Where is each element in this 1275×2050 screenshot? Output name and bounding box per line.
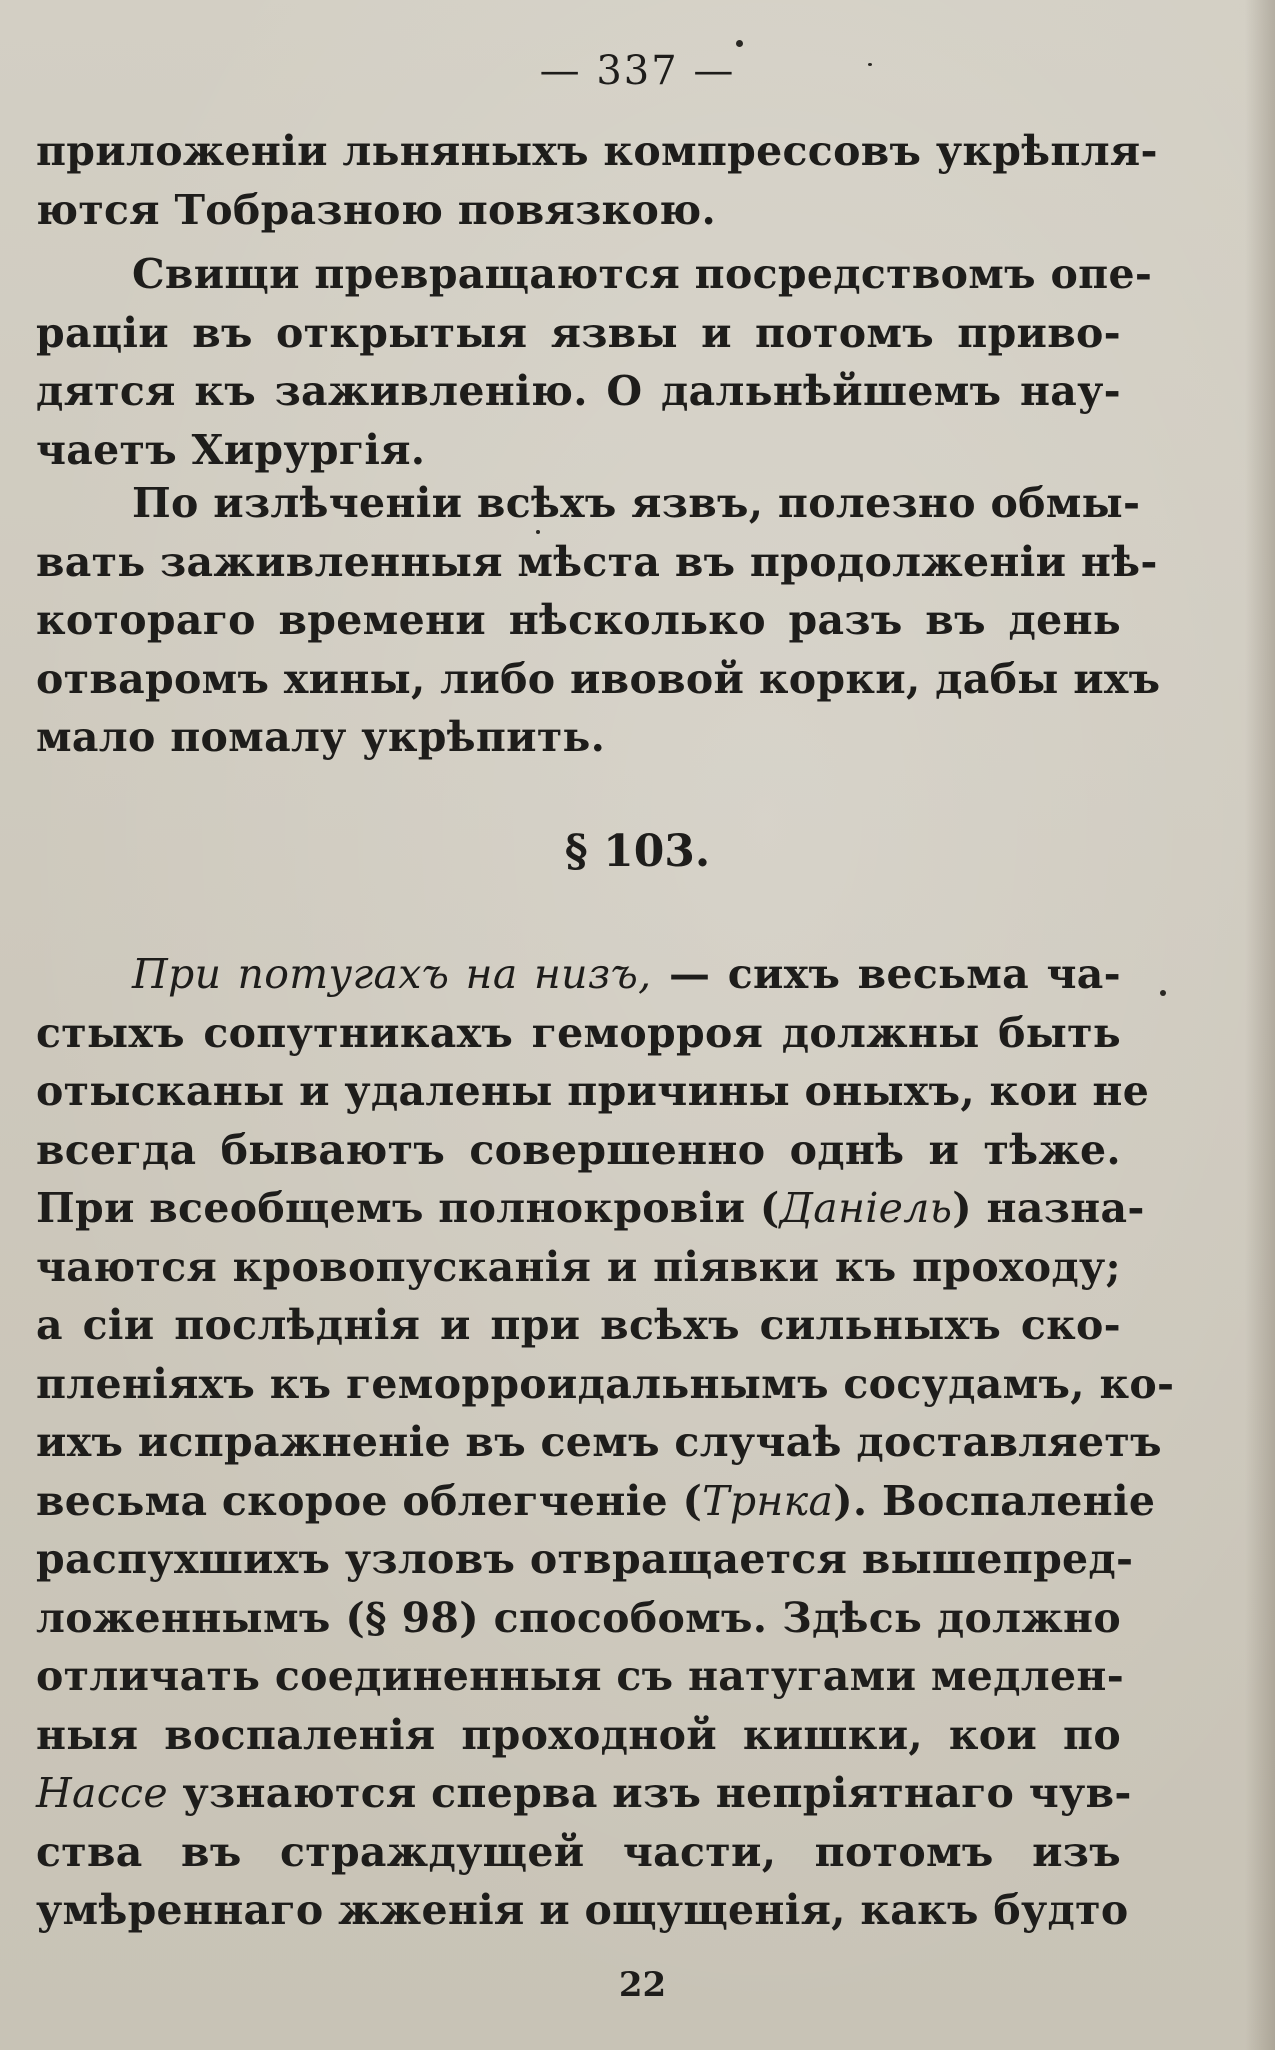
text-line xyxy=(36,945,1121,1004)
paragraph-fistulas xyxy=(36,245,1153,479)
paragraph-healing xyxy=(36,474,1161,767)
text-line: отваромъ хины, либо ивовой корки, дабы ихъ xyxy=(36,654,1161,703)
text-line: котораго времени нѣсколько разъ въ день xyxy=(36,596,1121,644)
italic-phrase: При потугахъ на низъ, xyxy=(132,950,652,998)
text-line: отысканы и удалены причины оныхъ, кои не xyxy=(36,1067,1150,1115)
text-line: отличать соединенныя съ натугами медлен- xyxy=(36,1652,1125,1700)
italic-author-name: Данiель xyxy=(779,1184,953,1232)
text-line: приложенiи льняныхъ компрессовъ укрѣпля- xyxy=(36,127,1158,175)
text-span: ) назна- xyxy=(952,1184,1145,1232)
ink-speck xyxy=(736,40,743,47)
text-span: При всеобщемъ полнокровiи ( xyxy=(36,1184,780,1232)
text-span: — сихъ весьма ча- xyxy=(651,950,1121,998)
text-line: всегда бываютъ совершенно однѣ и тѣже. xyxy=(36,1125,1121,1174)
text-line xyxy=(36,1472,1156,1531)
text-line: ложеннымъ (§ 98) способомъ. Здѣсь должно xyxy=(36,1593,1121,1642)
section-heading: § 103. xyxy=(564,826,711,877)
page-number-header: — 337 — xyxy=(539,48,736,94)
text-span: узнаются сперва изъ непрiятнаго чув- xyxy=(167,1769,1132,1817)
text-line: ства въ страждущей части, потомъ изъ xyxy=(36,1827,1121,1876)
text-line: пленiяхъ къ геморроидальнымъ сосудамъ, ко- xyxy=(36,1359,1175,1408)
text-span: весьма скорое облегченiе ( xyxy=(36,1476,703,1525)
text-line: а сiи послѣднiя и при всѣхъ сильныхъ ско- xyxy=(36,1301,1121,1349)
ink-speck xyxy=(536,530,540,534)
text-line: рацiи въ открытыя язвы и потомъ приво- xyxy=(36,308,1121,357)
text-line: ются Тобразною повязкою. xyxy=(36,185,717,234)
italic-author-name: Трнка xyxy=(702,1476,834,1525)
text-line: чаетъ Хирургiя. xyxy=(36,425,426,474)
text-line: чаются кровопусканiя и пiявки къ проходу; xyxy=(36,1242,1121,1291)
italic-author-name: Нассе xyxy=(36,1769,168,1817)
ink-speck xyxy=(1160,990,1166,996)
text-line: ныя воспаленiя проходной кишки, кои по xyxy=(36,1710,1121,1759)
text-line: Свищи превращаются посредствомъ опе- xyxy=(132,250,1153,298)
text-line: ихъ испражненiе въ семъ случаѣ доставляетъ xyxy=(36,1418,1162,1466)
text-line: мало помалу укрѣпить. xyxy=(36,713,606,761)
text-line: умѣреннаго жженiя и ощущенiя, какъ будто xyxy=(36,1886,1129,1934)
ink-speck xyxy=(868,63,872,66)
paragraph-compresses xyxy=(36,122,1158,239)
paragraph-tenesmus xyxy=(36,945,1175,1940)
text-line: стыхъ сопутникахъ геморроя должны быть xyxy=(36,1008,1121,1057)
signature-mark: 22 xyxy=(618,1965,667,2005)
text-line: распухшихъ узловъ отвращается вышепред- xyxy=(36,1535,1134,1583)
text-line: По излѣченiи всѣхъ язвъ, полезно обмы- xyxy=(132,479,1141,527)
text-line: дятся къ заживленiю. О дальнѣйшемъ нау- xyxy=(36,367,1121,415)
text-span: ). Воспаленiе xyxy=(833,1476,1156,1525)
text-line xyxy=(36,1179,1145,1238)
text-line xyxy=(36,1764,1132,1823)
text-line: вать заживленныя мѣста въ продолженiи нѣ- xyxy=(36,537,1158,586)
